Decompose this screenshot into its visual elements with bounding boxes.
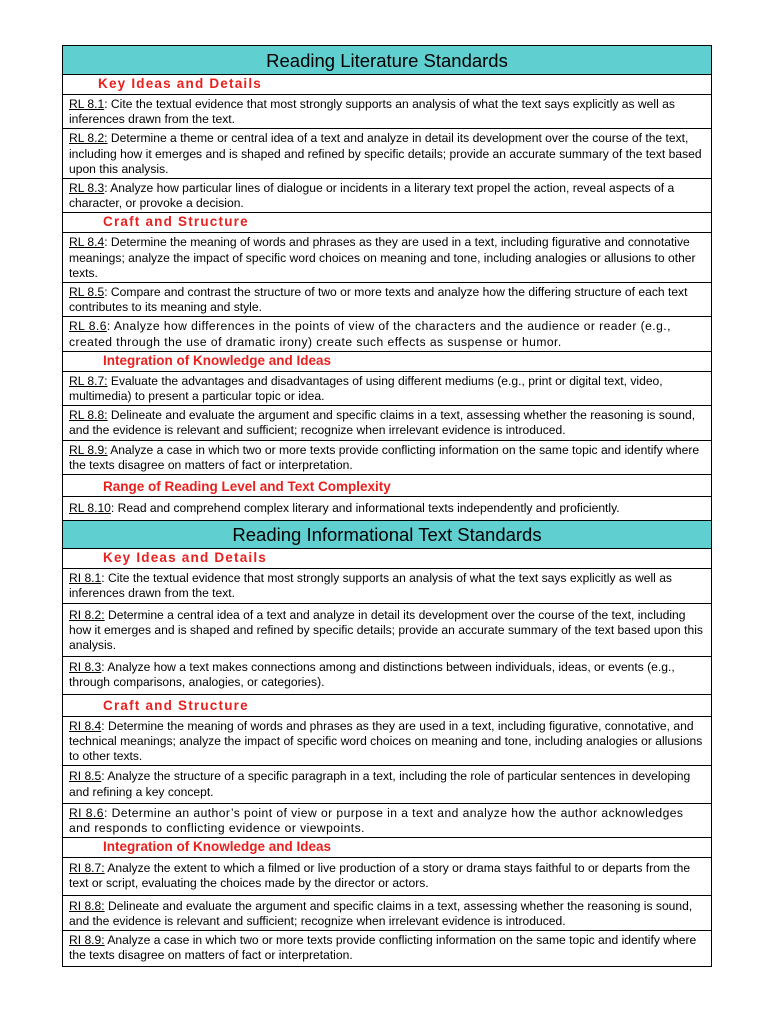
standard-text: Analyze a case in which two or more texts provide conflicting information on the same topic and identify where the texts disagree on matters of fact or interpretation.: [69, 932, 697, 963]
standard-text: Analyze a case in which two or more texts provide conflicting information on the same topic and identify where the texts disagree on matters of fact or interpretation.: [69, 442, 700, 472]
standard-text: : Analyze how differences in the points of view of the characters and the audience or reader (e.g., created through the use of dramatic irony) create such effects as suspense or humor.: [69, 319, 671, 349]
standard-code: RI 8.2:: [69, 607, 105, 622]
standard-code: RI 8.8:: [69, 898, 105, 913]
standard-text: : Determine the meaning of words and phrases as they are used in a text, including figurative and connotative meanings; analyze the impact of specific word choices on meaning and tone, including analogies or allusions to other texts.: [69, 235, 696, 280]
standard-code: RI 8.9:: [69, 932, 105, 947]
section-heading-range: Range of Reading Level and Text Complexity: [63, 475, 711, 497]
standard-code: RL 8.4: [69, 235, 105, 250]
standard-code: RI 8.1: [69, 571, 102, 586]
standard-row-rl-8-7: [63, 372, 711, 406]
section-heading-integration: Integration of Knowledge and Ideas: [63, 352, 711, 372]
section-heading-craft-structure: Craft and Structure: [63, 213, 711, 233]
standard-text: : Determine an author’s point of view or purpose in a text and analyze how the author acknowledges and responds to conflicting evidence or viewpoints.: [69, 805, 684, 835]
standard-row-ri-8-6: [63, 804, 711, 838]
standard-text: Evaluate the advantages and disadvantages of using different mediums (e.g., print or digital text, video, multimedia) to present a particular topic or idea.: [69, 373, 663, 404]
standard-text: Determine a theme or central idea of a text and analyze in detail its development over the course of the text, including how it emerges and is shaped and refined by specific details; provide an accurate summary of the text based upon this analysis.: [69, 131, 702, 176]
standard-text: Delineate and evaluate the argument and specific claims in a text, assessing whether the reasoning is sound, and the evidence is relevant and sufficient; recognize when irrelevant evidence is introduced.: [69, 408, 696, 438]
standard-row-rl-8-1: [63, 95, 711, 129]
standard-code: RL 8.10: [69, 501, 111, 516]
standard-code: RI 8.7:: [69, 861, 105, 876]
standard-code: RL 8.2:: [69, 131, 108, 146]
standard-row-rl-8-5: [63, 283, 711, 317]
standard-row-rl-8-4: [63, 233, 711, 283]
section-heading-craft-structure: Craft and Structure: [63, 695, 711, 717]
standard-text: : Cite the textual evidence that most strongly supports an analysis of what the text says explicitly as well as inferences drawn from the text.: [69, 571, 672, 601]
standard-code: RL 8.7:: [69, 373, 108, 388]
standard-row-ri-8-2: [63, 604, 711, 658]
section-heading-integration: Integration of Knowledge and Ideas: [63, 838, 711, 858]
standard-code: RL 8.6: [69, 319, 107, 334]
standard-row-rl-8-10: [63, 497, 711, 521]
reading-literature-title: Reading Literature Standards: [63, 46, 711, 75]
standard-code: RL 8.1: [69, 97, 105, 111]
standard-code: RI 8.5: [69, 769, 102, 784]
standard-row-ri-8-1: [63, 569, 711, 603]
standard-text: : Determine the meaning of words and phrases as they are used in a text, including figurative, connotative, and technical meanings; analyze the impact of specific word choices on meaning and tone, including analogies or allusions to other texts.: [69, 718, 703, 764]
standard-row-ri-8-8: [63, 896, 711, 931]
standard-row-rl-8-2: [63, 129, 711, 179]
standards-table: [62, 45, 712, 967]
standard-code: RL 8.9:: [69, 442, 108, 457]
standard-text: : Analyze the structure of a specific paragraph in a text, including the role of particular sentences in developing and refining a key concept.: [69, 769, 691, 799]
standard-text: : Compare and contrast the structure of two or more texts and analyze how the differing structure of each text contributes to its meaning and style.: [69, 285, 688, 315]
standard-row-ri-8-4: [63, 717, 711, 767]
standard-row-ri-8-9: [63, 931, 711, 966]
standard-text: : Read and comprehend complex literary and informational texts independently and proficiently.: [110, 501, 620, 516]
standard-text: Determine a central idea of a text and analyze in detail its development over the course of the text, including how it emerges and is shaped and refined by specific details; provide an accurate summary of the text based upon this analysis.: [69, 607, 703, 653]
section-heading-key-ideas: Key Ideas and Details: [63, 549, 711, 569]
standard-row-rl-8-9: [63, 441, 711, 475]
section-heading-key-ideas: Key Ideas and Details: [63, 75, 711, 95]
standard-text: Analyze the extent to which a filmed or live production of a story or drama stays faithful to or departs from the text or script, evaluating the choices made by the director or actors.: [69, 861, 691, 891]
standard-code: RI 8.6: [69, 805, 104, 820]
standard-row-ri-8-7: [63, 858, 711, 895]
standard-row-ri-8-5: [63, 766, 711, 803]
standard-text: : Cite the textual evidence that most strongly supports an analysis of what the text says explicitly as well as inferences drawn from the text.: [69, 97, 675, 127]
standard-text: : Analyze how particular lines of dialogue or incidents in a literary text propel the action, reveal aspects of a character, or provoke a decision.: [69, 181, 675, 211]
standard-text: Delineate and evaluate the argument and specific claims in a text, assessing whether the reasoning is sound, and the evidence is relevant and sufficient; recognize when irrelevant evidence is introduced.: [69, 898, 693, 928]
standard-code: RI 8.4: [69, 718, 102, 733]
standard-row-rl-8-3: [63, 179, 711, 213]
standard-code: RI 8.3: [69, 660, 102, 675]
standard-row-rl-8-6: [63, 317, 711, 351]
standard-row-rl-8-8: [63, 406, 711, 440]
standard-row-ri-8-3: [63, 657, 711, 694]
standard-text: : Analyze how a text makes connections among and distinctions between individuals, ideas, or events (e.g., through comparisons, analogies, or categories).: [69, 660, 675, 690]
standard-code: RL 8.3: [69, 181, 105, 196]
standard-code: RL 8.5: [69, 285, 105, 300]
standard-code: RL 8.8:: [69, 408, 108, 423]
reading-informational-title: Reading Informational Text Standards: [63, 521, 711, 549]
